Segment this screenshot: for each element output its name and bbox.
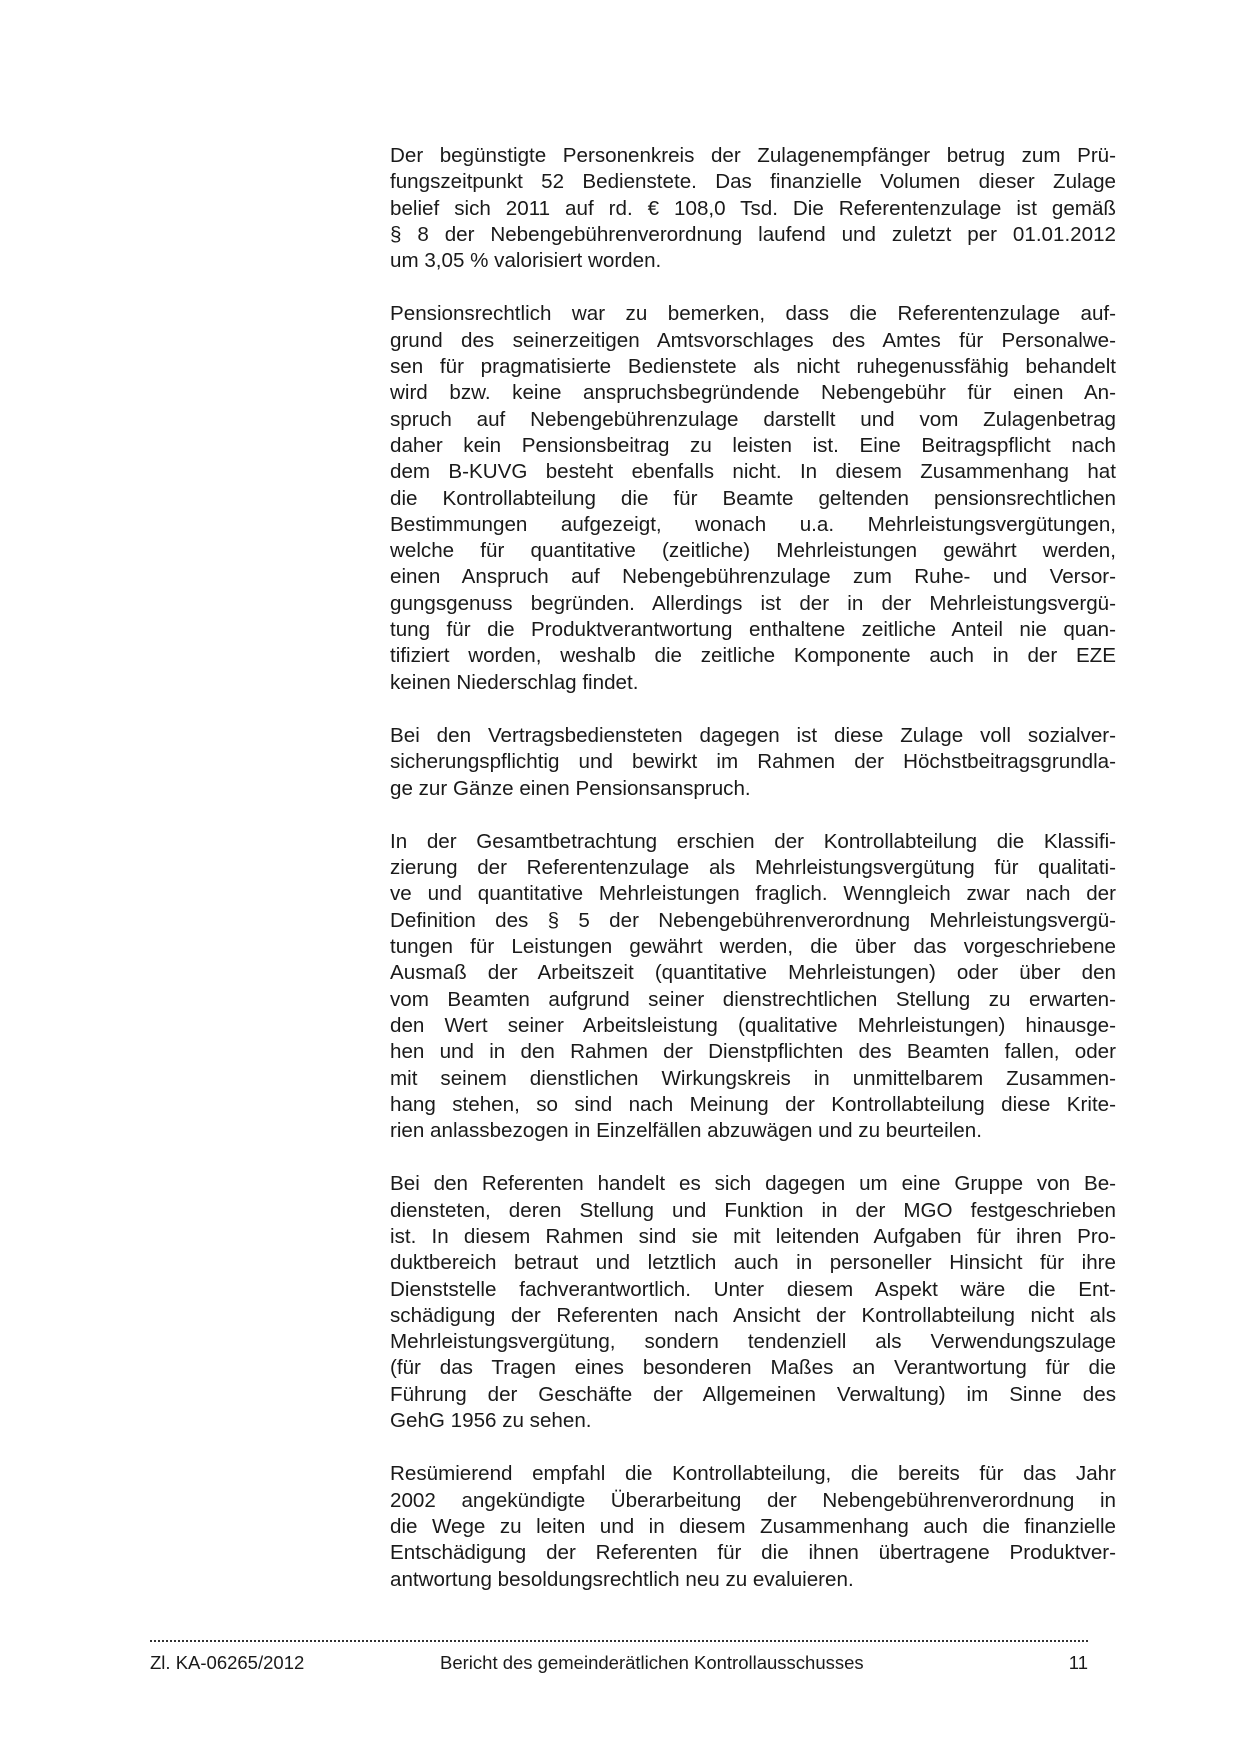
paragraph-line: sen für pragmatisierte Bedienstete als nicht ruhegenussfähig behandelt (390, 355, 1116, 379)
paragraph-line: wird bzw. keine anspruchsbegründende Nebengebühr für einen An- (390, 381, 1116, 405)
paragraph-line: Führung der Geschäfte der Allgemeinen Verwaltung) im Sinne des (390, 1382, 1116, 1406)
paragraph-line: fungszeitpunkt 52 Bedienstete. Das finanzielle Volumen dieser Zulage (390, 170, 1116, 194)
paragraph-line: belief sich 2011 auf rd. € 108,0 Tsd. Die Referentenzulage ist gemäß (390, 196, 1116, 220)
paragraph-line: tifiziert worden, weshalb die zeitliche Komponente auch in der EZE (390, 644, 1116, 668)
paragraph-line: sicherungspflichtig und bewirkt im Rahmen der Höchstbeitragsgrundla- (390, 750, 1116, 774)
paragraph-line: daher kein Pensionsbeitrag zu leisten ist. Eine Beitragspflicht nach (390, 433, 1116, 457)
paragraph-line: 2002 angekündigte Überarbeitung der Nebengebührenverordnung in (390, 1488, 1116, 1512)
body-paragraph (390, 829, 1116, 1145)
paragraph-line: die Wege zu leiten und in diesem Zusammenhang auch die finanzielle (390, 1514, 1116, 1538)
body-paragraph (390, 1171, 1116, 1434)
paragraph-line: welche für quantitative (zeitliche) Mehrleistungen gewährt werden, (390, 539, 1116, 563)
paragraph-line: ve und quantitative Mehrleistungen fraglich. Wenngleich zwar nach der (390, 882, 1116, 906)
paragraph-line: Mehrleistungsvergütung, sondern tendenziell als Verwendungszulage (390, 1330, 1116, 1354)
paragraph-line: hang stehen, so sind nach Meinung der Kontrollabteilung diese Krite- (390, 1092, 1116, 1116)
paragraph-line: die Kontrollabteilung die für Beamte geltenden pensionsrechtlichen (390, 486, 1116, 510)
paragraph-line: um 3,05 % valorisiert worden. (390, 249, 662, 273)
paragraph-line: gungsgenuss begründen. Allerdings ist der in der Mehrleistungsvergü- (390, 591, 1116, 615)
paragraph-line: Dienststelle fachverantwortlich. Unter diesem Aspekt wäre die Ent- (390, 1277, 1116, 1301)
paragraph-line: rien anlassbezogen in Einzelfällen abzuwägen und zu beurteilen. (390, 1119, 982, 1143)
paragraph-line: duktbereich betraut und letztlich auch in personeller Hinsicht für ihre (390, 1251, 1116, 1275)
body-paragraph (390, 143, 1116, 274)
paragraph-line: diensteten, deren Stellung und Funktion in der MGO festgeschrieben (390, 1198, 1116, 1222)
paragraph-line: Entschädigung der Referenten für die ihnen übertragene Produktver- (390, 1541, 1116, 1565)
footer-divider (150, 1640, 1088, 1642)
footer-reference-number: Zl. KA-06265/2012 (150, 1652, 305, 1673)
paragraph-line: vom Beamten aufgrund seiner dienstrechtlichen Stellung zu erwarten- (390, 987, 1116, 1011)
paragraph-line: Pensionsrechtlich war zu bemerken, dass die Referentenzulage auf- (390, 302, 1116, 326)
footer-report-title: Bericht des gemeinderätlichen Kontrollausschusses (440, 1652, 864, 1673)
paragraph-line: ge zur Gänze einen Pensionsanspruch. (390, 776, 751, 800)
body-paragraph (390, 1461, 1116, 1592)
paragraph-line: (für das Tragen eines besonderen Maßes an Verantwortung für die (390, 1356, 1116, 1380)
body-paragraph (390, 723, 1116, 802)
paragraph-line: antwortung besoldungsrechtlich neu zu evaluieren. (390, 1567, 854, 1591)
paragraph-line: hen und in den Rahmen der Dienstpflichten des Beamten fallen, oder (390, 1040, 1116, 1064)
paragraph-line: tungen für Leistungen gewährt werden, die über das vorgeschriebene (390, 935, 1116, 959)
paragraph-line: einen Anspruch auf Nebengebührenzulage zum Ruhe- und Versor- (390, 565, 1116, 589)
paragraph-line: mit seinem dienstlichen Wirkungskreis in unmittelbarem Zusammen- (390, 1066, 1116, 1090)
body-paragraph (390, 301, 1116, 695)
paragraph-line: Ausmaß der Arbeitszeit (quantitative Mehrleistungen) oder über den (390, 961, 1116, 985)
paragraph-line: Bei den Vertragsbediensteten dagegen ist diese Zulage voll sozialver- (390, 723, 1116, 747)
footer-page-number: 11 (1068, 1652, 1088, 1673)
paragraph-line: zierung der Referentenzulage als Mehrleistungsvergütung für qualitati- (390, 856, 1116, 880)
paragraph-line: ist. In diesem Rahmen sind sie mit leitenden Aufgaben für ihren Pro- (390, 1224, 1116, 1248)
paragraph-line: den Wert seiner Arbeitsleistung (qualitative Mehrleistungen) hinausge- (390, 1013, 1116, 1037)
paragraph-line: Definition des § 5 der Nebengebührenverordnung Mehrleistungsvergü- (390, 908, 1116, 932)
paragraph-line: § 8 der Nebengebührenverordnung laufend und zuletzt per 01.01.2012 (390, 222, 1116, 246)
paragraph-line: schädigung der Referenten nach Ansicht der Kontrollabteilung nicht als (390, 1303, 1116, 1327)
paragraph-line: tung für die Produktverantwortung enthaltene zeitliche Anteil nie quan- (390, 618, 1116, 642)
report-body-text (390, 143, 1116, 1620)
paragraph-line: Der begünstigte Personenkreis der Zulagenempfänger betrug zum Prü- (390, 144, 1116, 167)
paragraph-line: Bei den Referenten handelt es sich dagegen um eine Gruppe von Be- (390, 1172, 1116, 1196)
paragraph-line: GehG 1956 zu sehen. (390, 1409, 592, 1433)
page-footer (150, 1650, 1088, 1676)
paragraph-line: dem B-KUVG besteht ebenfalls nicht. In diesem Zusammenhang hat (390, 460, 1116, 484)
paragraph-line: Bestimmungen aufgezeigt, wonach u.a. Mehrleistungsvergütungen, (390, 512, 1116, 536)
paragraph-line: Resümierend empfahl die Kontrollabteilung, die bereits für das Jahr (390, 1462, 1116, 1486)
paragraph-line: spruch auf Nebengebührenzulage darstellt und vom Zulagenbetrag (390, 407, 1116, 431)
paragraph-line: In der Gesamtbetrachtung erschien der Kontrollabteilung die Klassifi- (390, 829, 1116, 853)
paragraph-line: keinen Niederschlag findet. (390, 670, 639, 694)
paragraph-line: grund des seinerzeitigen Amtsvorschlages des Amtes für Personalwe- (390, 328, 1116, 352)
